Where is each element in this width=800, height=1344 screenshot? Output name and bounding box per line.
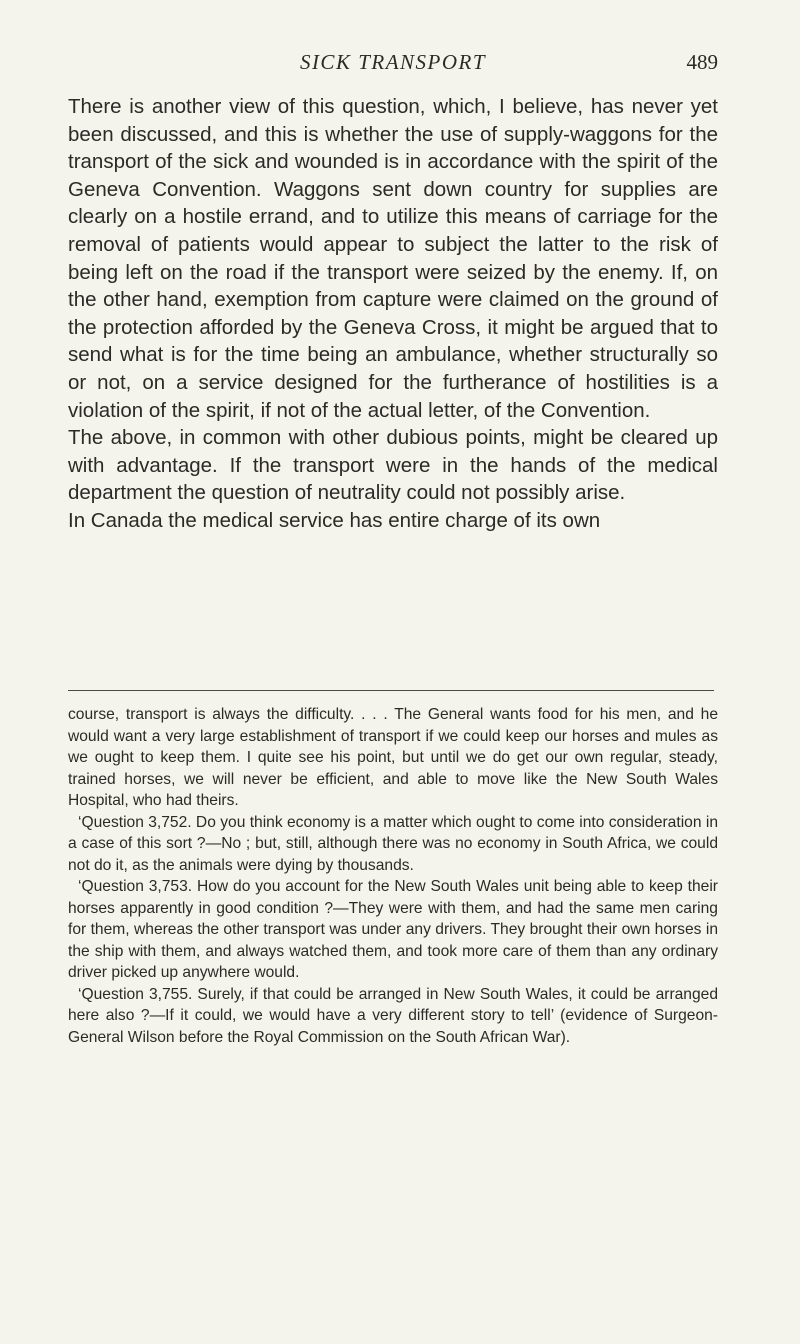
main-text (68, 93, 718, 535)
footnote-paragraph: ‘Question 3,752. Do you think economy is a matter which ought to come into consideration in a case of this sort ?—No ; but, still, although there was no economy in South Africa, we could not do it, as the animals were dying by thousands. (68, 813, 718, 874)
body-paragraph: There is another view of this question, which, I believe, has never yet been discussed, and this is whether the use of supply-waggons for the transport of the sick and wounded is in accordance with the spirit of the Geneva Convention. Waggons sent down country for supplies are clearly on a hostile errand, and to utilize this means of carriage for the removal of patients would appear to subject the latter to the risk of being left on the road if the transport were seized by the enemy. If, on the other hand, exemption from capture were claimed on the ground of the protection afforded by the Geneva Cross, it might be argued that to send what is for the time being an ambulance, whether structurally so or not, on a service designed for the furtherance of hostilities is a violation of the spirit, if not of the actual letter, of the Convention. (68, 95, 718, 422)
footnote-rule (68, 690, 714, 691)
footnote-paragraph: ‘Question 3,753. How do you account for the New South Wales unit being able to keep their horses apparently in good condition ?—They were with them, and had the same men caring for them, whereas the other transport was under any drivers. They brought their own horses in the ship with them, and always watched them, and took more care of them than any ordinary driver picked up anywhere would. (68, 878, 718, 981)
body-paragraph: The above, in common with other dubious points, might be cleared up with advantage. If the transport were in the hands of the medical department the question of neutrality could not possibly arise. (68, 426, 718, 505)
running-title: SICK TRANSPORT (299, 50, 487, 74)
footnote (68, 704, 718, 1048)
page-number: 489 (686, 50, 718, 74)
footnote-paragraph: ‘Question 3,755. Surely, if that could be arranged in New South Wales, it could be arranged here also ?—If it could, we would have a very different story to tell’ (evidence of Surgeon-General Wilson before the Royal Commission on the South African War). (68, 985, 718, 1046)
body-paragraph: In Canada the medical service has entire charge of its own (68, 508, 601, 532)
footnote-paragraph: course, transport is always the difficulty. . . . The General wants food for his men, and he would want a very large establishment of transport if we could keep our horses and mules as we ought to keep them. I quite see his point, but until we do get our own regular, steady, trained horses, we will never be efficient, and able to move like the New South Wales Hospital, who had theirs. (68, 706, 718, 809)
running-head (68, 48, 718, 80)
